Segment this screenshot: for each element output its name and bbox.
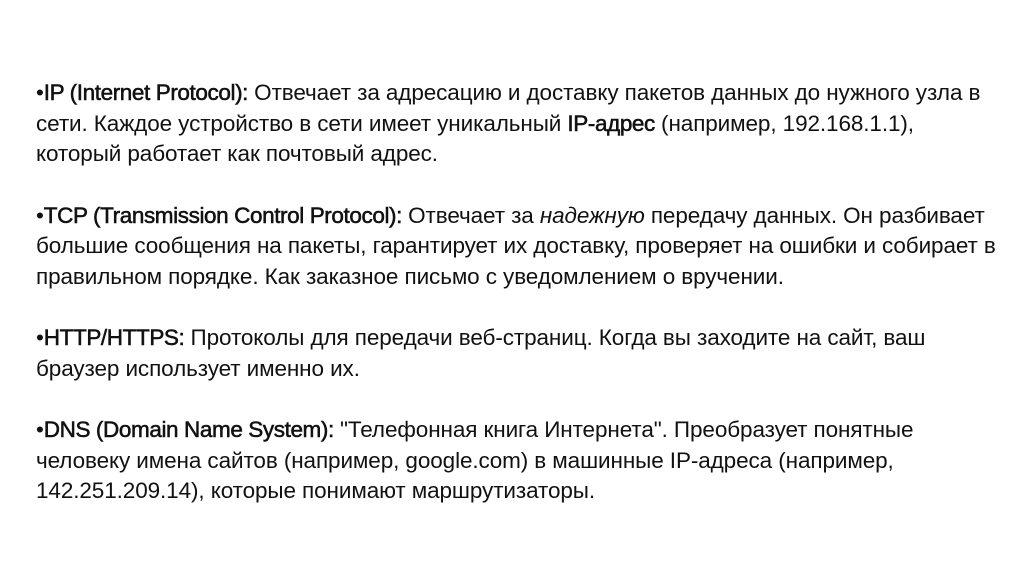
- slide-body: [36, 78, 996, 507]
- paragraph-dns: [36, 415, 996, 507]
- emphasis-reliable: надежную: [539, 202, 645, 228]
- text-segment: Протоколы для передачи веб-страниц. Когда вы заходите на сайт, ваш браузер использует именно их.: [36, 325, 926, 381]
- term-tcp: TCP (Transmission Control Protocol):: [43, 202, 402, 228]
- paragraph-http: [36, 323, 996, 384]
- text-segment: (например, 192.168.1.1), который работает как почтовый адрес.: [36, 110, 914, 166]
- text-segment: передачу данных. Он разбивает большие сообщения на пакеты, гарантирует их доставку, проверяет на ошибки и собирает в правильном порядке. Как заказное письмо с уведомлением о вручении.: [36, 202, 996, 289]
- bullet: •: [36, 202, 44, 228]
- text-segment: Отвечает за: [401, 202, 540, 228]
- bullet: •: [36, 417, 44, 442]
- term-ip: IP (Internet Protocol):: [43, 80, 249, 105]
- term-dns: DNS (Domain Name System):: [43, 417, 334, 442]
- bullet: •: [36, 80, 44, 105]
- term-ip-address: IP-адрес: [567, 110, 655, 136]
- text-segment: "Телефонная книга Интернета". Преобразует понятные человеку имена сайтов (например, google.com) в машинные IP-адреса (например, 142.251.209.14), которые понимают маршрутизаторы.: [36, 417, 914, 503]
- term-http: HTTP/HTTPS:: [43, 325, 185, 350]
- bullet: •: [36, 325, 44, 350]
- text-segment: Отвечает за адресацию и доставку пакетов данных до нужного узла в сети. Каждое устройство в сети имеет уникальный: [36, 80, 981, 136]
- paragraph-tcp: [36, 201, 996, 293]
- paragraph-ip: [36, 78, 996, 170]
